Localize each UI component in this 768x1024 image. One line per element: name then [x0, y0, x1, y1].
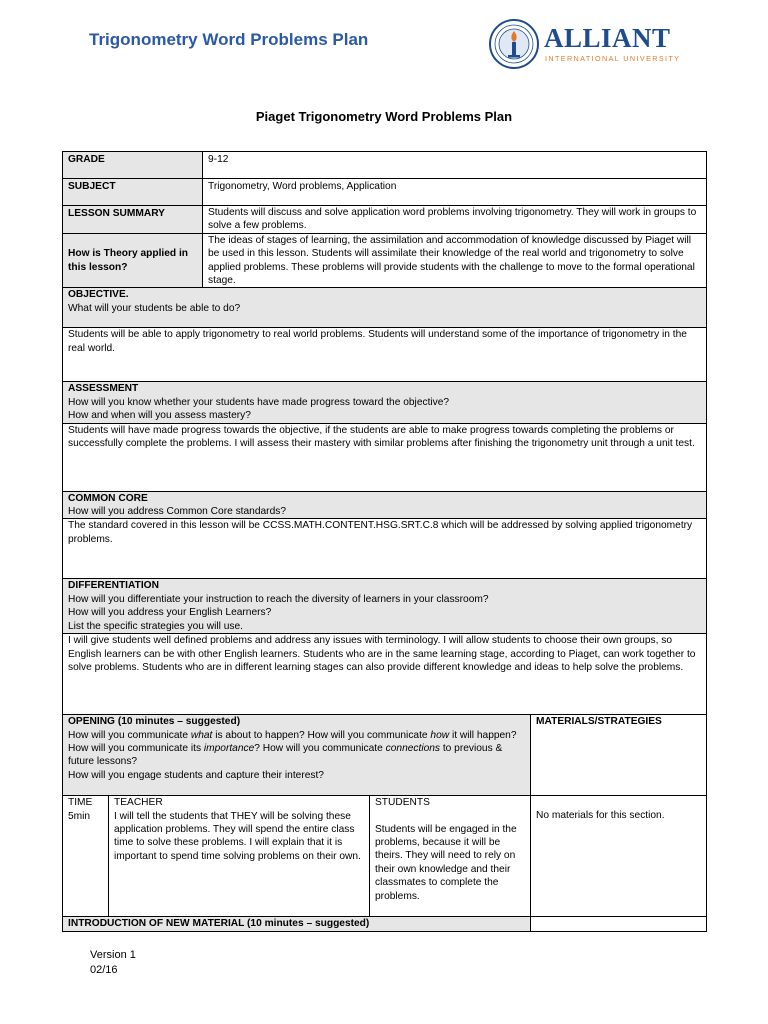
- materials-cell: [531, 796, 707, 917]
- common-core-header-row: [63, 491, 707, 519]
- subject-label: SUBJECT: [63, 179, 203, 206]
- assessment-header: [63, 382, 707, 423]
- grade-value: 9-12: [203, 152, 707, 179]
- time-value: 5min: [68, 810, 91, 822]
- assessment-question-1: How will you know whether your students have made progress toward the objective?: [68, 396, 450, 408]
- opening-question-3: How will you engage students and capture their interest?: [68, 769, 324, 781]
- common-core-heading: COMMON CORE: [68, 492, 148, 504]
- assessment-question-2: How and when will you assess mastery?: [68, 410, 251, 422]
- header-title: Trigonometry Word Problems Plan: [89, 30, 369, 49]
- differentiation-header: [63, 579, 707, 634]
- footer: [90, 948, 136, 978]
- theory-value: The ideas of stages of learning, the assimilation and accommodation of knowledge discussed by Piaget will be used in this lesson. Students will assimilate their knowledge of the real world and trigonometry to solve applied problems. These problems will provide students with the challenge to move to the formal operational stage.: [203, 233, 707, 288]
- common-core-header: [63, 491, 707, 519]
- logo-subtitle: INTERNATIONAL UNIVERSITY: [545, 54, 681, 63]
- footer-date: 02/16: [90, 964, 118, 976]
- opening-detail-row: [63, 796, 707, 917]
- assessment-answer: Students will have made progress towards the objective, if the students are able to make progress towards completing the problems or successfully complete the problems. I will assess their mastery with similar problems after finishing the trigonometry unit through a unit test.: [63, 423, 707, 491]
- materials-heading: MATERIALS/STRATEGIES: [531, 715, 707, 796]
- grade-label: GRADE: [63, 152, 203, 179]
- opening-question-1: How will you communicate what is about to happen? How will you communicate how it will happen?: [68, 729, 517, 741]
- university-seal-icon: [488, 18, 540, 70]
- opening-question-2: How will you communicate its importance? How will you communicate connections to previous & future lessons?: [68, 742, 503, 768]
- objective-header: [63, 288, 707, 328]
- common-core-answer: The standard covered in this lesson will be CCSS.MATH.CONTENT.HSG.SRT.C.8 which will be addressed by solving applied trigonometry problems.: [63, 519, 707, 579]
- objective-question: What will your students be able to do?: [68, 302, 241, 314]
- theory-row: [63, 233, 707, 288]
- assessment-answer-row: [63, 423, 707, 491]
- theory-label: How is Theory applied in this lesson?: [63, 233, 203, 288]
- objective-answer-row: [63, 328, 707, 382]
- opening-header-row: [63, 715, 707, 796]
- teacher-cell: [109, 796, 370, 917]
- objective-heading: OBJECTIVE.: [68, 289, 129, 301]
- subject-value: Trigonometry, Word problems, Application: [203, 179, 707, 206]
- students-label: STUDENTS: [375, 797, 430, 809]
- intro-header-row: [63, 917, 707, 931]
- differentiation-answer: I will give students well defined problems and address any issues with terminology. I will allow students to choose their own groups, so English learners can be with other English learners. Students who are in the same learning stage, according to Piaget, can work together to solve problems. Students who are in different learning stages can also provide different knowledge and ideas to help solve the problems.: [63, 634, 707, 715]
- intro-materials-cell: [531, 917, 707, 931]
- differentiation-answer-row: [63, 634, 707, 715]
- teacher-text: I will tell the students that THEY will be solving these application problems. They will spend the entire class time to solve these problems. I will explain that it is important to spend time solving problems on their own.: [114, 810, 361, 862]
- subject-row: [63, 179, 707, 206]
- footer-version: Version 1: [90, 949, 136, 961]
- summary-row: [63, 206, 707, 234]
- alliant-logo: [488, 18, 688, 74]
- materials-text: No materials for this section.: [536, 810, 665, 822]
- differentiation-question-1: How will you differentiate your instruction to reach the diversity of learners in your classroom?: [68, 593, 489, 605]
- logo-name: ALLIANT: [544, 23, 671, 53]
- summary-value: Students will discuss and solve application word problems involving trigonometry. They will work in groups to solve a few problems.: [203, 206, 707, 234]
- opening-heading: OPENING (10 minutes – suggested): [68, 716, 241, 728]
- time-label: TIME: [68, 797, 93, 809]
- differentiation-heading: DIFFERENTIATION: [68, 580, 159, 592]
- opening-header: [63, 715, 531, 796]
- common-core-answer-row: [63, 519, 707, 579]
- differentiation-header-row: [63, 579, 707, 634]
- summary-label: LESSON SUMMARY: [63, 206, 203, 234]
- objective-header-row: [63, 288, 707, 328]
- differentiation-question-3: List the specific strategies you will use.: [68, 620, 243, 632]
- assessment-heading: ASSESSMENT: [68, 383, 139, 395]
- differentiation-question-2: How will you address your English Learners?: [68, 607, 272, 619]
- students-text: Students will be engaged in the problems, because it will be theirs. They will need to rely on their own knowledge and their classmates to complete the problems.: [375, 823, 517, 902]
- assessment-header-row: [63, 382, 707, 423]
- document-title: Piaget Trigonometry Word Problems Plan: [255, 109, 513, 124]
- common-core-question: How will you address Common Core standards?: [68, 506, 286, 518]
- teacher-label: TEACHER: [114, 797, 163, 809]
- intro-heading: INTRODUCTION OF NEW MATERIAL (10 minutes – suggested): [63, 917, 531, 931]
- objective-answer: Students will be able to apply trigonometry to real world problems. Students will understand some of the importance of trigonometry in the real world.: [63, 328, 707, 382]
- grade-row: [63, 152, 707, 179]
- students-cell: [370, 796, 531, 917]
- time-cell: [63, 796, 109, 917]
- lesson-plan-table: [62, 151, 707, 932]
